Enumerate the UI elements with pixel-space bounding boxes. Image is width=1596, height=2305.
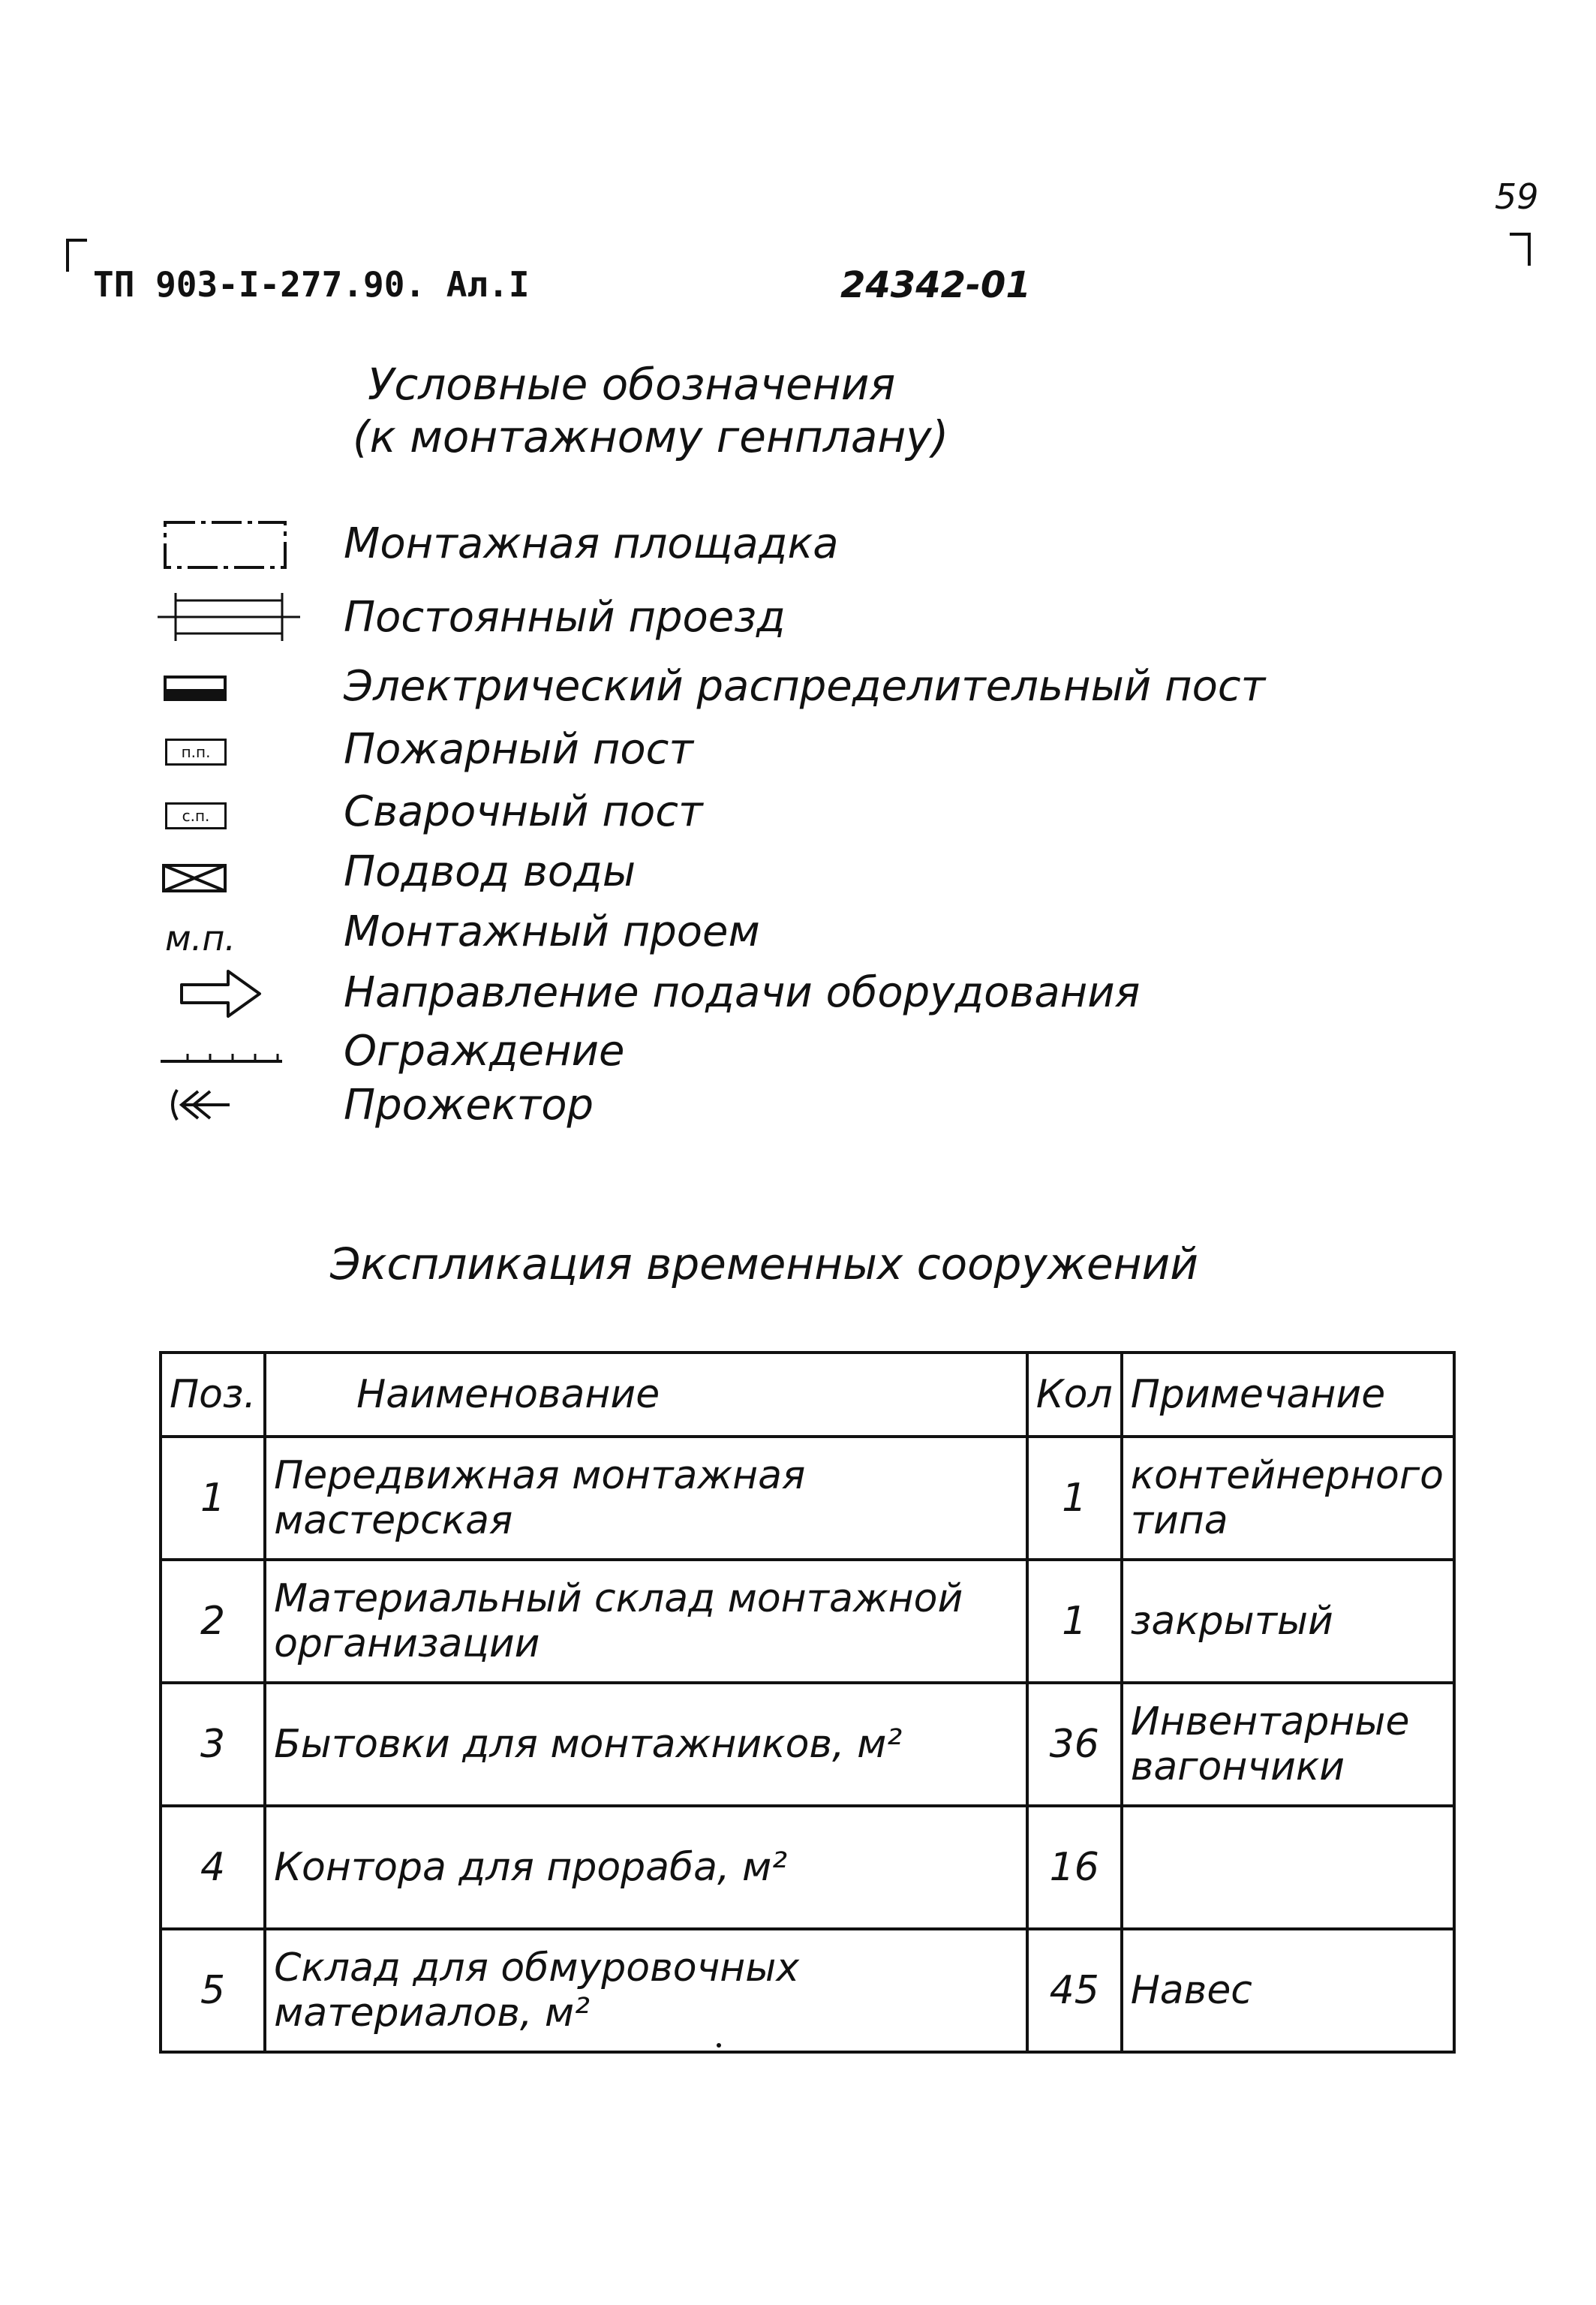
fire-post-icon-text: п.п. — [165, 739, 227, 766]
legend-item-electric-post — [150, 659, 1538, 713]
corner-mark-right — [1510, 233, 1531, 266]
legend-item-permanent-road — [150, 590, 1538, 644]
legend-label: Монтажная площадка — [344, 519, 839, 568]
arrow-right-icon — [150, 965, 300, 1019]
legend-label: Прожектор — [344, 1081, 594, 1130]
explication-table — [159, 1351, 1456, 2054]
mounting-site-icon — [150, 516, 300, 570]
corner-mark-left — [66, 239, 87, 272]
mounting-opening-icon-text: м.п. — [165, 918, 236, 958]
row-name: Бытовки для монтажников, м² — [265, 1683, 1027, 1806]
row-note: закрытый — [1122, 1560, 1454, 1683]
table-row — [161, 1929, 1454, 2052]
legend-label: Постоянный проезд — [344, 593, 786, 642]
mounting-opening-icon — [150, 904, 300, 958]
legend-label: Сварочный пост — [344, 787, 703, 836]
row-pos: 1 — [161, 1437, 265, 1560]
table-row — [161, 1683, 1454, 1806]
column-header-name: Наименование — [265, 1353, 1027, 1437]
table-header-row — [161, 1353, 1454, 1437]
legend-label: Монтажный проем — [344, 907, 760, 956]
permanent-road-icon — [150, 590, 300, 644]
legend-item-mounting-site — [150, 516, 1538, 570]
row-note: Инвентарные вагончики — [1122, 1683, 1454, 1806]
column-header-pos: Поз. — [161, 1353, 265, 1437]
legend-item-floodlight — [150, 1078, 1538, 1132]
floodlight-icon — [150, 1078, 300, 1132]
legend-label: Ограждение — [344, 1027, 625, 1076]
fire-post-icon — [150, 722, 300, 776]
table-row — [161, 1560, 1454, 1683]
stray-dot — [717, 2043, 721, 2048]
legend-item-water-supply — [150, 844, 1538, 898]
legend-item-welding-post — [150, 784, 1538, 838]
legend-subtitle: (к монтажному генплану) — [353, 411, 949, 462]
legend-label: Подвод воды — [344, 847, 636, 896]
row-name: Склад для обмуровочных материалов, м² — [265, 1929, 1027, 2052]
column-header-qty: Кол — [1027, 1353, 1122, 1437]
legend-item-fence — [150, 1024, 1538, 1078]
legend-label: Электрический распределительный пост — [344, 662, 1266, 711]
legend-title: Условные обозначения — [368, 359, 896, 410]
explication-title: Экспликация временных сооружений — [330, 1238, 1198, 1289]
fence-icon — [150, 1024, 300, 1078]
row-pos: 2 — [161, 1560, 265, 1683]
row-qty: 45 — [1027, 1929, 1122, 2052]
legend-item-mounting-opening — [150, 904, 1538, 958]
legend-item-equipment-direction — [150, 965, 1538, 1019]
welding-post-icon-text: с.п. — [165, 802, 227, 829]
row-qty: 36 — [1027, 1683, 1122, 1806]
row-qty: 1 — [1027, 1560, 1122, 1683]
welding-post-icon — [150, 784, 300, 838]
row-name: Контора для прораба, м² — [265, 1806, 1027, 1929]
document-number: 24342-01 — [840, 264, 1031, 306]
table-row — [161, 1437, 1454, 1560]
legend-label: Пожарный пост — [344, 725, 693, 774]
page-number: 59 — [1495, 176, 1539, 217]
document-code: ТП 903-I-277.90. Ал.I — [93, 264, 530, 305]
column-header-note: Примечание — [1122, 1353, 1454, 1437]
row-note: Навес — [1122, 1929, 1454, 2052]
legend-item-fire-post — [150, 722, 1538, 776]
row-qty: 1 — [1027, 1437, 1122, 1560]
row-note: контейнерного типа — [1122, 1437, 1454, 1560]
table-row — [161, 1806, 1454, 1929]
legend-label: Направление подачи оборудования — [344, 968, 1141, 1017]
electric-post-icon — [150, 659, 300, 713]
row-note — [1122, 1806, 1454, 1929]
row-qty: 16 — [1027, 1806, 1122, 1929]
row-name: Материальный склад монтажной организации — [265, 1560, 1027, 1683]
row-name: Передвижная монтажная мастерская — [265, 1437, 1027, 1560]
water-supply-icon — [150, 844, 300, 898]
row-pos: 5 — [161, 1929, 265, 2052]
row-pos: 4 — [161, 1806, 265, 1929]
row-pos: 3 — [161, 1683, 265, 1806]
